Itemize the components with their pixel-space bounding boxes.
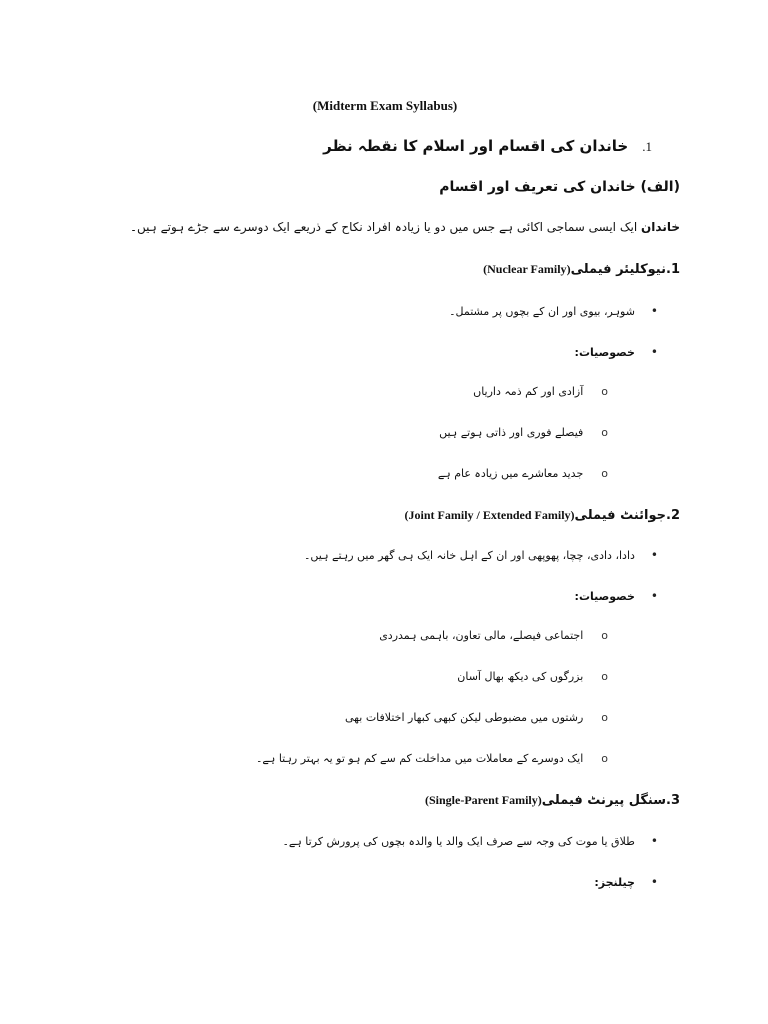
section-single-parent-family-heading bbox=[425, 794, 680, 807]
bullet-icon: • bbox=[650, 304, 658, 318]
list-item bbox=[345, 712, 608, 723]
feature-text: ایک دوسرے کے معاملات میں مداخلت کم سے کم ہو تو یہ بہتر رہتا ہے۔ bbox=[255, 752, 584, 765]
section-nuclear-family-heading bbox=[483, 263, 680, 276]
bullet-icon: • bbox=[650, 875, 658, 889]
main-heading-text: خاندان کی اقسام اور اسلام کا نقطہ نظر bbox=[323, 137, 629, 155]
feature-text: رشتوں میں مضبوطی لیکن کبھی کبھار اختلافات بھی bbox=[345, 711, 584, 724]
list-item bbox=[575, 590, 658, 602]
feature-text: فیصلے فوری اور ذاتی ہوتے ہیں bbox=[439, 426, 584, 439]
features-label: خصوصیات: bbox=[574, 345, 635, 359]
list-item bbox=[438, 468, 608, 479]
bullet-icon: • bbox=[650, 589, 658, 603]
definition-paragraph bbox=[130, 221, 680, 233]
section-number: 3. bbox=[666, 793, 680, 808]
list-item bbox=[304, 549, 658, 561]
bullet-icon: • bbox=[650, 548, 658, 562]
circle-bullet-icon: o bbox=[601, 385, 608, 398]
document-title: (Midterm Exam Syllabus) bbox=[312, 98, 458, 113]
bullet-text: شوہر، بیوی اور ان کے بچوں پر مشتمل۔ bbox=[449, 304, 635, 318]
challenges-label: چیلنجز: bbox=[594, 875, 635, 889]
section-english-name: (Single-Parent Family) bbox=[425, 793, 542, 807]
bullet-text: طلاق یا موت کی وجہ سے صرف ایک والد یا والدہ بچوں کی پرورش کرتا ہے۔ bbox=[282, 834, 635, 848]
bullet-icon: • bbox=[650, 834, 658, 848]
list-item bbox=[473, 386, 608, 397]
section-urdu-name: نیوکلیئر فیملی bbox=[570, 262, 666, 277]
list-item bbox=[575, 346, 658, 358]
definition-term: خاندان bbox=[641, 220, 680, 234]
main-heading-number: 1. bbox=[642, 139, 652, 154]
definition-text: ایک ایسی سماجی اکائی ہے جس میں دو یا زیادہ افراد نکاح کے ذریعے ایک دوسرے سے جڑے ہوتے ہیں۔ bbox=[129, 220, 642, 234]
feature-text: جدید معاشرے میں زیادہ عام ہے bbox=[437, 467, 584, 480]
list-item bbox=[256, 753, 608, 764]
feature-text: آزادی اور کم ذمہ داریاں bbox=[473, 385, 584, 398]
list-item bbox=[379, 630, 608, 641]
list-item bbox=[449, 305, 658, 317]
feature-text: بزرگوں کی دیکھ بھال آسان bbox=[457, 670, 584, 683]
section-number: 2. bbox=[666, 508, 680, 523]
main-heading bbox=[323, 139, 652, 154]
list-item bbox=[594, 876, 658, 888]
subheading: (الف) خاندان کی تعریف اور اقسام bbox=[439, 179, 680, 195]
bullet-icon: • bbox=[650, 345, 658, 359]
section-english-name: (Nuclear Family) bbox=[483, 262, 571, 276]
features-label: خصوصیات: bbox=[574, 589, 635, 603]
feature-text: اجتماعی فیصلے، مالی تعاون، باہمی ہمدردی bbox=[379, 629, 584, 642]
section-urdu-name: سنگل پیرنٹ فیملی bbox=[541, 793, 666, 808]
list-item bbox=[457, 671, 608, 682]
section-urdu-name: جوائنٹ فیملی bbox=[574, 508, 666, 523]
circle-bullet-icon: o bbox=[601, 629, 608, 642]
section-number: 1. bbox=[666, 262, 680, 277]
bullet-text: دادا، دادی، چچا، پھوپھی اور ان کے اہل خانہ ایک ہی گھر میں رہتے ہیں۔ bbox=[303, 548, 635, 562]
circle-bullet-icon: o bbox=[601, 670, 608, 683]
circle-bullet-icon: o bbox=[601, 752, 608, 765]
circle-bullet-icon: o bbox=[601, 426, 608, 439]
list-item bbox=[282, 835, 658, 847]
section-english-name: (Joint Family / Extended Family) bbox=[404, 508, 575, 522]
list-item bbox=[439, 427, 608, 438]
section-joint-family-heading bbox=[405, 509, 680, 522]
circle-bullet-icon: o bbox=[601, 467, 608, 480]
circle-bullet-icon: o bbox=[601, 711, 608, 724]
